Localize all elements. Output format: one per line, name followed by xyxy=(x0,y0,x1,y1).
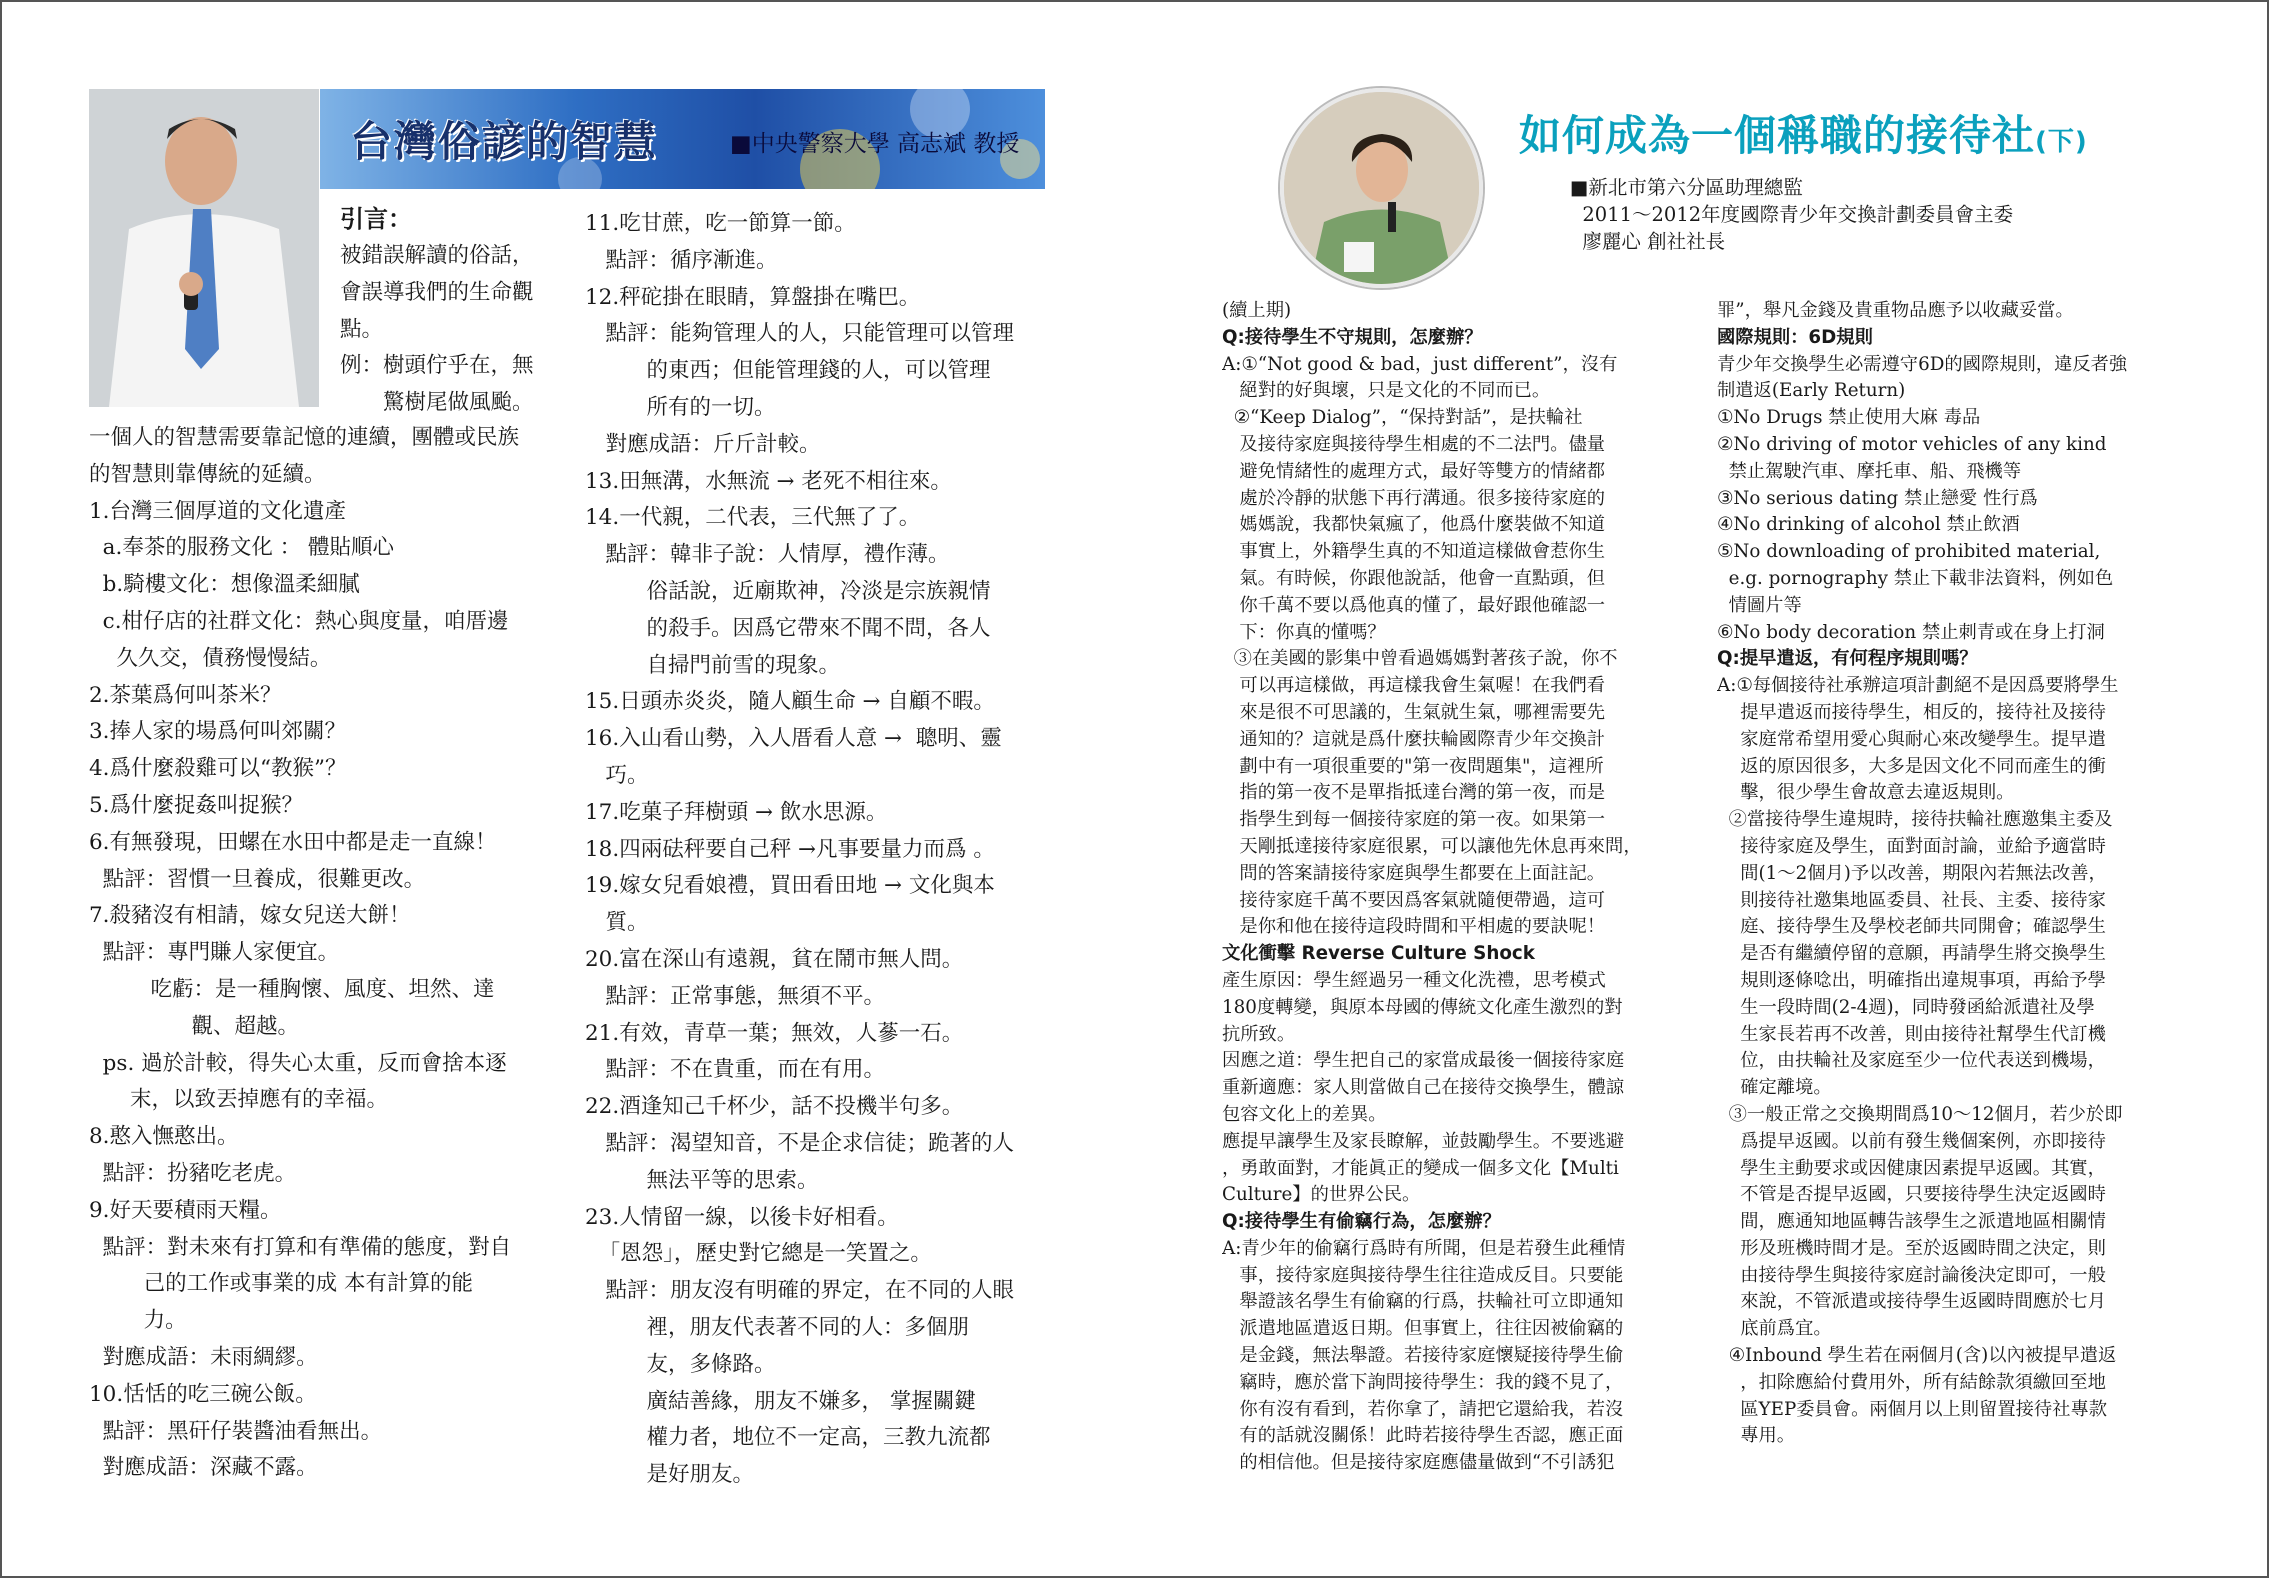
text-line: 間(1～2個月)予以改善，期限內若無法改善， xyxy=(1717,862,2107,884)
text-line: 4.爲什麼殺雞可以“教猴”？ xyxy=(89,756,347,782)
text-line: 22.酒逢知己千杯少，話不投機半句多。 xyxy=(585,1094,964,1120)
text-line: 點評：渴望知音，不是企求信徒；跪著的人 xyxy=(585,1130,1015,1156)
text-line: e.g. pornography 禁止下載非法資料，例如色 xyxy=(1717,567,2114,589)
text-line: ，扣除應給付費用外，所有結餘款須繳回至地 xyxy=(1717,1371,2106,1393)
text-line: 擊，很少學生會故意去違返規則。 xyxy=(1717,782,2015,804)
text-line: ④Inbound 學生若在兩個月(含)以內被提早遣返 xyxy=(1717,1345,2117,1367)
text-line: 點評：循序漸進。 xyxy=(585,247,778,273)
text-line: 底前爲宜。 xyxy=(1717,1318,1832,1340)
text-line: 久久交，債務慢慢結。 xyxy=(89,645,332,671)
text-line: 提早遣返而接待學生，相反的，接待社及接待 xyxy=(1717,701,2106,723)
text-line: 可以再這樣做，再這樣我會生氣喔！在我們看 xyxy=(1222,675,1606,697)
text-line: 重新適應：家人則當做自己在接待交換學生，體諒 xyxy=(1222,1077,1625,1099)
text-line: 9.好天要積雨天糧。 xyxy=(89,1197,282,1223)
right-column-2 xyxy=(1717,298,2187,1450)
text-line: 生家長若再不改善，則由接待社幫學生代訂機 xyxy=(1717,1023,2106,1045)
text-line: 通知的？這就是爲什麼扶輪國際青少年交換計 xyxy=(1222,728,1606,750)
text-line: 指學生到每一個接待家庭的第一夜。如果第一 xyxy=(1222,809,1606,831)
column-title: 台灣俗諺的智慧 xyxy=(350,117,659,166)
text-line: 20.富在深山有遠親，貧在鬧市無人問。 xyxy=(585,946,964,972)
text-line: 點評：韓非子說：人情厚，禮作薄。 xyxy=(585,542,950,568)
text-line: 接待家庭千萬不要因爲客氣就隨便帶過，這可 xyxy=(1222,889,1606,911)
text-line: 3.捧人家的場爲何叫郊關？ xyxy=(89,719,347,745)
text-line: 是否有繼續停留的意願，再請學生將交換學生 xyxy=(1717,943,2106,965)
text-line: 對應成語：未雨綢繆。 xyxy=(89,1344,318,1370)
text-line: 絕對的好與壞，只是文化的不同而已。 xyxy=(1222,380,1551,402)
text-line: A:青少年的偷竊行爲時有所聞，但是若發生此種情 xyxy=(1222,1237,1626,1259)
text-line: 媽媽說，我都快氣瘋了，他爲什麼裝做不知道 xyxy=(1222,514,1606,536)
text-line: b.騎樓文化：想像溫柔細膩 xyxy=(89,572,360,598)
intro-block xyxy=(340,200,560,422)
text-line: 7.殺豬沒有相請，嫁女兒送大餅！ xyxy=(89,903,411,929)
text-line: c.柑仔店的社群文化：熱心與度量，咱厝邊 xyxy=(89,608,509,634)
text-line: 驚樹尾做風颱。 xyxy=(340,390,534,416)
text-line: Culture】的世界公民。 xyxy=(1222,1184,1421,1206)
text-line: 的東西；但能管理錢的人，可以管理 xyxy=(585,358,991,384)
text-line: 是你和他在接待這段時間和平相處的要訣呢！ xyxy=(1222,916,1606,938)
text-line: 10.恬恬的吃三碗公飯。 xyxy=(89,1381,317,1407)
text-line: 俗話說，近廟欺神，冷淡是宗族親情 xyxy=(585,578,991,604)
text-line: ⑥No body decoration 禁止刺青或在身上打洞 xyxy=(1717,621,2105,643)
text-line: 返的原因很多，大多是因文化不同而產生的衝 xyxy=(1717,755,2106,777)
text-line: 16.入山看山勢，入人厝看人意 → 聰明、靈 xyxy=(585,726,1002,752)
text-line: 點評：對未來有打算和有準備的態度，對自 xyxy=(89,1234,512,1260)
text-line: 質。 xyxy=(585,910,649,936)
text-line: 2.茶葉爲何叫茶米？ xyxy=(89,682,282,708)
text-line: 友，多條路。 xyxy=(585,1351,776,1377)
column-author: ■中央警察大學 高志斌 教授 xyxy=(730,131,1020,157)
text-line: (續上期) xyxy=(1222,300,1292,321)
left-column-2 xyxy=(585,206,1055,1494)
text-line: A:①“Not good & bad，just different”，沒有 xyxy=(1222,353,1618,375)
text-line: 14.一代親，二代表，三代無了了。 xyxy=(585,505,921,531)
text-line: 所有的一切。 xyxy=(585,394,776,420)
text-line: 的相信他。但是接待家庭應儘量做到“不引誘犯 xyxy=(1222,1452,1615,1474)
text-line: ps. 過於計較，得失心太重，反而會捨本逐 xyxy=(89,1050,507,1076)
text-line: 由接待學生與接待家庭討論後決定即可，一般 xyxy=(1717,1264,2106,1286)
text-line: 包容文化上的差異。 xyxy=(1222,1103,1387,1125)
text-line: 生一段時間(2-4週)，同時發函給派遣社及學 xyxy=(1717,996,2095,1018)
text-line: 來說，不管派遣或接待學生返國時間應於七月 xyxy=(1717,1291,2106,1313)
text-line: 問的答案請接待家庭與學生都要在上面註記。 xyxy=(1222,862,1606,884)
text-line: 則接待社邀集地區委員、社長、主委、接待家 xyxy=(1717,889,2106,911)
text-line: 點評：扮豬吃老虎。 xyxy=(89,1160,297,1186)
right-column-1 xyxy=(1222,298,1692,1477)
text-line: 舉證該名學生有偷竊的行爲，扶輪社可立即通知 xyxy=(1222,1291,1624,1313)
text-line: 國際規則：6D規則 xyxy=(1717,326,1873,348)
text-line: Q:接待學生不守規則，怎麼辦？ xyxy=(1222,326,1483,348)
text-line: 己的工作或事業的成 本有計算的能 xyxy=(89,1271,474,1297)
text-line: 18.四兩砝秤要自己秤 →凡事要量力而爲 。 xyxy=(585,836,995,862)
text-line: 因應之道：學生把自己的家當成最後一個接待家庭 xyxy=(1222,1050,1625,1072)
text-line: 2011～2012年度國際青少年交換計劃委員會主委 xyxy=(1570,203,2014,226)
text-line: 17.吃菓子拜樹頭 → 飲水思源。 xyxy=(585,799,888,825)
text-line: 點評：不在貴重，而在有用。 xyxy=(585,1057,886,1083)
text-line: 點評：習慣一旦養成，很難更改。 xyxy=(89,866,426,892)
speaker-photo xyxy=(89,89,319,407)
text-line: 間，應通知地區轉告該學生之派遣地區相關情 xyxy=(1717,1211,2106,1233)
text-line: 6.有無發現，田螺在水田中都是走一直線！ xyxy=(89,829,497,855)
text-line: 裡，朋友代表著不同的人：多個朋 xyxy=(585,1314,970,1340)
text-line: 應提早讓學生及家長瞭解，並鼓勵學生。不要逃避 xyxy=(1222,1130,1625,1152)
text-line: 點評：黑矸仔裝醬油看無出。 xyxy=(89,1418,383,1444)
text-line: 對應成語：斤斤計較。 xyxy=(585,431,821,457)
text-line: ■新北市第六分區助理總監 xyxy=(1570,176,1803,199)
text-line: 8.憨入憮憨出。 xyxy=(89,1124,239,1150)
text-line: 例：樹頭佇乎在，無 xyxy=(340,353,534,379)
text-line: 「恩怨」，歷史對它總是一笑置之。 xyxy=(585,1241,932,1267)
text-line: 確定離境。 xyxy=(1717,1077,1832,1099)
text-line: 5.爲什麼捉姦叫捉猴？ xyxy=(89,792,304,818)
text-line: 23.人情留一線，以後卡好相看。 xyxy=(585,1204,899,1230)
text-line: ②當接待學生違規時，接待扶輪社應邀集主委及 xyxy=(1717,809,2113,831)
text-line: 有的話就沒關係！此時若接待學生否認，應正面 xyxy=(1222,1425,1624,1447)
text-line: 區YEP委員會。兩個月以上則留置接待社專款 xyxy=(1717,1398,2108,1420)
text-line: 事實上，外籍學生真的不知道這樣做會惹你生 xyxy=(1222,541,1606,563)
text-line: 的智慧則靠傳統的延續。 xyxy=(89,461,326,487)
text-line: 位，由扶輪社及家庭至少一位代表送到機場， xyxy=(1717,1050,2106,1072)
intro-text xyxy=(340,238,560,422)
text-line: 末，以致丟掉應有的幸福。 xyxy=(89,1087,389,1113)
text-line: 指的第一夜不是單指抵達台灣的第一夜，而是 xyxy=(1222,782,1606,804)
article-title-main: 如何成為一個稱職的接待社 xyxy=(1519,111,2036,160)
text-line: 家庭常希望用愛心與耐心來改變學生。提早遣 xyxy=(1717,728,2106,750)
text-line: ③在美國的影集中曾看過媽媽對著孩子說，你不 xyxy=(1222,648,1618,670)
text-line: ④No drinking of alcohol 禁止飲酒 xyxy=(1717,514,2020,536)
article-title xyxy=(1519,103,2088,163)
text-line: 不管是否提早返國，只要接待學生決定返國時 xyxy=(1717,1184,2106,1206)
text-line: 罪”，舉凡金錢及貴重物品應予以收藏妥當。 xyxy=(1717,300,2074,321)
text-line: ，勇敢面對，才能眞正的變成一個多文化【Multi xyxy=(1222,1157,1619,1179)
text-line: 文化衝擊 Reverse Culture Shock xyxy=(1222,943,1535,965)
text-line: 對應成語：深藏不露。 xyxy=(89,1455,318,1481)
text-line: ②No driving of motor vehicles of any kind xyxy=(1717,433,2107,455)
text-line: 下：你真的懂嗎？ xyxy=(1222,621,1386,643)
text-line: 你千萬不要以爲他真的懂了，最好跟他確認一 xyxy=(1222,594,1606,616)
text-line: ①No Drugs 禁止使用大麻 毒品 xyxy=(1717,407,1981,429)
text-line: 自掃門前雪的現象。 xyxy=(585,652,841,678)
text-line: ③一般正常之交換期間爲10～12個月，若少於即 xyxy=(1717,1103,2123,1125)
text-line: 巧。 xyxy=(585,762,649,788)
text-line: ⑤No downloading of prohibited material, xyxy=(1717,541,2101,563)
text-line: 避免情緒性的處理方式，最好等雙方的情緒都 xyxy=(1222,460,1606,482)
text-line: 劃中有一項很重要的"第一夜問題集"，這裡所 xyxy=(1222,755,1604,777)
text-line: 點評：正常事態，無須不平。 xyxy=(585,983,886,1009)
text-line: 一個人的智慧需要靠記憶的連續，團體或民族 xyxy=(89,425,520,450)
text-line: 廖麗心 創社社長 xyxy=(1570,230,1726,253)
text-line: 11.吃甘蔗，吃一節算一節。 xyxy=(585,211,856,236)
text-line: 制遣返(Early Return) xyxy=(1717,380,1906,402)
text-line: 廣結善緣，朋友不嫌多， 掌握關鍵 xyxy=(585,1388,976,1414)
text-line: 180度轉變，與原本母國的傳統文化產生激烈的對 xyxy=(1222,996,1623,1018)
text-line: 爲提早返國。以前有發生幾個案例，亦即接待 xyxy=(1717,1130,2106,1152)
text-line: 19.嫁女兒看娘禮，買田看田地 → 文化與本 xyxy=(585,873,995,899)
text-line: 你有沒有看到，若你拿了，請把它還給我，若沒 xyxy=(1222,1398,1624,1420)
text-line: Q:接待學生有偷竊行為，怎麼辦？ xyxy=(1222,1211,1501,1233)
text-line: 1.台灣三個厚道的文化遺產 xyxy=(89,498,347,524)
text-line: 21.有效，青草一葉；無效，人蔘一石。 xyxy=(585,1020,964,1046)
text-line: 禁止駕駛汽車、摩托車、船、飛機等 xyxy=(1717,460,2022,482)
author-photo xyxy=(1280,88,1483,288)
text-line: A:①每個接待社承辦這項計劃絕不是因爲要將學生 xyxy=(1717,675,2119,697)
text-line: 13.田無溝，水無流 → 老死不相往來。 xyxy=(585,468,952,494)
text-line: 產生原因：學生經過另一種文化洗禮，思考模式 xyxy=(1222,969,1606,991)
text-line: 形及班機時間才是。至於返國時間之決定，則 xyxy=(1717,1237,2106,1259)
text-line: 點評：專門賺人家便宜。 xyxy=(89,940,340,966)
text-line: 氣。有時候，你跟他說話，他會一直點頭，但 xyxy=(1222,567,1606,589)
text-line: 處於冷靜的狀態下再行溝通。很多接待家庭的 xyxy=(1222,487,1606,509)
text-line: Q:提早遣返，有何程序規則嗎？ xyxy=(1717,648,1978,670)
text-line: 事，接待家庭與接待學生往往造成反目。只要能 xyxy=(1222,1264,1624,1286)
text-line: 天剛抵達接待家庭很累，可以讓他先休息再來問， xyxy=(1222,835,1642,857)
text-line: ③No serious dating 禁止戀愛 性行爲 xyxy=(1717,487,2038,509)
column-banner xyxy=(320,89,1045,189)
text-line: 點。 xyxy=(340,316,384,342)
text-line: 抗所致。 xyxy=(1222,1023,1296,1045)
text-line: 情圖片等 xyxy=(1717,594,1802,616)
text-line: 接待家庭及學生，面對面討論，並給予適當時 xyxy=(1717,835,2106,857)
text-line: 是金錢，無法舉證。若接待家庭懷疑接待學生偷 xyxy=(1222,1345,1624,1367)
text-line: 12.秤砣掛在眼睛，算盤掛在嘴巴。 xyxy=(585,284,921,310)
intro-heading: 引言： xyxy=(340,205,412,233)
text-line: a.奉茶的服務文化 ： 體貼順心 xyxy=(89,535,394,561)
text-line: 派遣地區遣返日期。但事實上，往往因被偷竊的 xyxy=(1222,1318,1624,1340)
text-line: 竊時，應於當下詢問接待學生：我的錢不見了， xyxy=(1222,1371,1624,1393)
text-line: 點評：能夠管理人的人，只能管理可以管理 xyxy=(585,321,1015,347)
text-line: 觀、超越。 xyxy=(89,1013,300,1039)
text-line: 力。 xyxy=(89,1308,187,1334)
text-line: 點評：朋友沒有明確的界定，在不同的人眼 xyxy=(585,1278,1015,1304)
text-line: 專用。 xyxy=(1717,1425,1796,1447)
text-line: 被錯誤解讀的俗話， xyxy=(340,243,534,268)
text-line: 學生主動要求或因健康因素提早返國。其實， xyxy=(1717,1157,2106,1179)
text-line: 青少年交換學生必需遵守6D的國際規則，違反者強 xyxy=(1717,353,2128,375)
text-line: 15.日頭赤炎炎，隨人顧生命 → 自顧不暇。 xyxy=(585,689,995,715)
article-author xyxy=(1570,174,2130,255)
text-line: 來是很不可思議的，生氣就生氣，哪裡需要先 xyxy=(1222,701,1606,723)
text-line: 庭、接待學生及學校老師共同開會；確認學生 xyxy=(1717,916,2106,938)
text-line: 無法平等的思索。 xyxy=(585,1167,819,1193)
text-line: 及接待家庭與接待學生相處的不二法門。儘量 xyxy=(1222,433,1606,455)
text-line: 吃虧：是一種胸懷、風度、坦然、達 xyxy=(89,976,495,1002)
text-line: 是好朋友。 xyxy=(585,1462,755,1488)
left-column-1 xyxy=(89,420,569,1487)
article-title-suffix: (下) xyxy=(2035,127,2088,157)
text-line: 會誤導我們的生命觀 xyxy=(340,279,534,305)
text-line: ②“Keep Dialog”，“保持對話”，是扶輪社 xyxy=(1222,407,1583,429)
text-line: 權力者，地位不一定高，三教九流都 xyxy=(585,1425,991,1451)
text-line: 規則逐條唸出，明確指出違規事項，再給予學 xyxy=(1717,969,2106,991)
text-line: 的殺手。因爲它帶來不聞不問，各人 xyxy=(585,615,991,641)
